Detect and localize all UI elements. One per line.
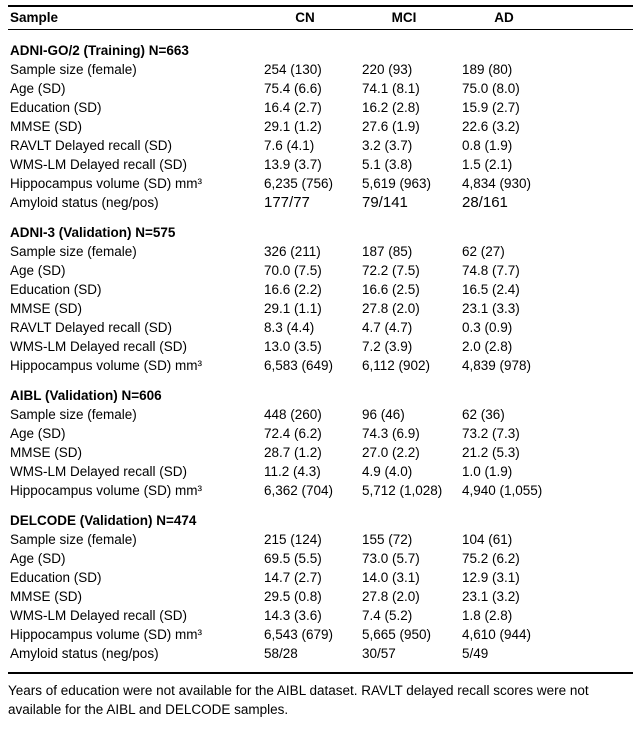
row-value: 22.6 (3.2) xyxy=(462,119,520,134)
row-value: 72.2 (7.5) xyxy=(362,263,420,278)
row-value: 70.0 (7.5) xyxy=(264,263,322,278)
row-label: Sample size (female) xyxy=(10,532,137,547)
row-value: 58/28 xyxy=(264,646,298,661)
table-row xyxy=(8,299,633,318)
row-value: 16.6 (2.5) xyxy=(362,282,420,297)
row-value: 21.2 (5.3) xyxy=(462,445,520,460)
row-label: Age (SD) xyxy=(10,426,66,441)
row-value: 4,940 (1,055) xyxy=(462,483,543,498)
row-value: 74.1 (8.1) xyxy=(362,81,420,96)
table-header-row xyxy=(8,7,633,30)
row-value: 13.0 (3.5) xyxy=(264,339,322,354)
row-value: 27.8 (2.0) xyxy=(362,301,420,316)
row-value: 220 (93) xyxy=(362,62,413,77)
table-row xyxy=(8,625,633,644)
row-value: 69.5 (5.5) xyxy=(264,551,322,566)
row-value: 254 (130) xyxy=(264,62,322,77)
row-value: 14.0 (3.1) xyxy=(362,570,420,585)
row-value: 155 (72) xyxy=(362,532,413,547)
row-value: 15.9 (2.7) xyxy=(462,100,520,115)
row-value: 13.9 (3.7) xyxy=(264,157,322,172)
table-row xyxy=(8,280,633,299)
table-row xyxy=(8,443,633,462)
row-value: 12.9 (3.1) xyxy=(462,570,520,585)
row-value: 5,665 (950) xyxy=(362,627,432,642)
row-value: 30/57 xyxy=(362,646,396,661)
row-value: 104 (61) xyxy=(462,532,513,547)
row-value: 74.8 (7.7) xyxy=(462,263,520,278)
table-row xyxy=(8,318,633,337)
row-value: 1.5 (2.1) xyxy=(462,157,513,172)
row-value: 29.1 (1.1) xyxy=(264,301,322,316)
table-row xyxy=(8,117,633,136)
row-value: 5.1 (3.8) xyxy=(362,157,413,172)
row-label: Hippocampus volume (SD) mm³ xyxy=(10,358,203,373)
table-row xyxy=(8,193,633,212)
table-row xyxy=(8,530,633,549)
column-header-sample: Sample xyxy=(10,10,59,25)
row-value: 29.5 (0.8) xyxy=(264,589,322,604)
table-row xyxy=(8,136,633,155)
row-value: 27.6 (1.9) xyxy=(362,119,420,134)
row-value: 28/161 xyxy=(462,194,508,211)
row-value: 62 (27) xyxy=(462,244,505,259)
table-footnote: Years of education were not available for the AIBL dataset. RAVLT delayed recall scores were not available for the AIBL and DELCODE samples. xyxy=(8,683,589,717)
row-value: 75.2 (6.2) xyxy=(462,551,520,566)
row-value: 0.3 (0.9) xyxy=(462,320,513,335)
row-value: 16.2 (2.8) xyxy=(362,100,420,115)
row-label: RAVLT Delayed recall (SD) xyxy=(10,138,173,153)
table-row xyxy=(8,79,633,98)
column-header-ad: AD xyxy=(494,10,514,25)
column-header-cn: CN xyxy=(295,10,315,25)
row-value: 23.1 (3.3) xyxy=(462,301,520,316)
row-label: Sample size (female) xyxy=(10,244,137,259)
row-label: Amyloid status (neg/pos) xyxy=(10,195,159,210)
row-label: Amyloid status (neg/pos) xyxy=(10,646,159,661)
row-value: 72.4 (6.2) xyxy=(264,426,322,441)
table-row xyxy=(8,587,633,606)
row-label: Education (SD) xyxy=(10,282,102,297)
row-label: MMSE (SD) xyxy=(10,301,82,316)
row-value: 6,112 (902) xyxy=(362,358,431,373)
row-label: Sample size (female) xyxy=(10,407,137,422)
row-value: 75.4 (6.6) xyxy=(264,81,322,96)
row-value: 7.2 (3.9) xyxy=(362,339,413,354)
row-value: 0.8 (1.9) xyxy=(462,138,513,153)
row-label: Hippocampus volume (SD) mm³ xyxy=(10,627,203,642)
table-row xyxy=(8,606,633,625)
section-title: DELCODE (Validation) N=474 xyxy=(10,513,197,528)
row-value: 29.1 (1.2) xyxy=(264,119,322,134)
table-row xyxy=(8,481,633,500)
row-value: 73.0 (5.7) xyxy=(362,551,420,566)
table-row xyxy=(8,242,633,261)
row-label: Age (SD) xyxy=(10,551,66,566)
row-value: 11.2 (4.3) xyxy=(264,464,321,479)
row-value: 2.0 (2.8) xyxy=(462,339,513,354)
row-label: WMS-LM Delayed recall (SD) xyxy=(10,464,188,479)
row-value: 62 (36) xyxy=(462,407,505,422)
row-value: 23.1 (3.2) xyxy=(462,589,520,604)
row-value: 27.8 (2.0) xyxy=(362,589,420,604)
row-value: 6,235 (756) xyxy=(264,176,334,191)
row-label: MMSE (SD) xyxy=(10,445,82,460)
row-label: WMS-LM Delayed recall (SD) xyxy=(10,157,188,172)
table-row xyxy=(8,424,633,443)
row-value: 4.7 (4.7) xyxy=(362,320,413,335)
row-label: MMSE (SD) xyxy=(10,589,82,604)
row-value: 5,712 (1,028) xyxy=(362,483,443,498)
row-label: Education (SD) xyxy=(10,100,102,115)
row-value: 4,610 (944) xyxy=(462,627,532,642)
row-label: Education (SD) xyxy=(10,570,102,585)
table-section xyxy=(8,511,633,663)
row-label: WMS-LM Delayed recall (SD) xyxy=(10,608,188,623)
table-row xyxy=(8,405,633,424)
row-value: 7.6 (4.1) xyxy=(264,138,315,153)
table-row xyxy=(8,462,633,481)
table-section xyxy=(8,223,633,375)
row-value: 187 (85) xyxy=(362,244,413,259)
table-row xyxy=(8,549,633,568)
section-title: ADNI-GO/2 (Training) N=663 xyxy=(10,43,189,58)
row-value: 6,543 (679) xyxy=(264,627,334,642)
row-label: Sample size (female) xyxy=(10,62,137,77)
row-value: 5/49 xyxy=(462,646,489,661)
row-value: 4,839 (978) xyxy=(462,358,532,373)
row-value: 16.4 (2.7) xyxy=(264,100,322,115)
table-row xyxy=(8,98,633,117)
table-body xyxy=(8,41,633,663)
table-row xyxy=(8,60,633,79)
row-value: 7.4 (5.2) xyxy=(362,608,413,623)
table-row xyxy=(8,356,633,375)
table-row xyxy=(8,644,633,663)
row-label: WMS-LM Delayed recall (SD) xyxy=(10,339,188,354)
row-value: 16.5 (2.4) xyxy=(462,282,520,297)
sample-characteristics-table xyxy=(8,5,633,674)
section-title: AIBL (Validation) N=606 xyxy=(10,388,162,403)
row-value: 6,362 (704) xyxy=(264,483,334,498)
row-value: 6,583 (649) xyxy=(264,358,334,373)
row-value: 3.2 (3.7) xyxy=(362,138,413,153)
row-value: 215 (124) xyxy=(264,532,322,547)
row-value: 4.9 (4.0) xyxy=(362,464,413,479)
table-row xyxy=(8,174,633,193)
row-value: 28.7 (1.2) xyxy=(264,445,322,460)
row-value: 14.3 (3.6) xyxy=(264,608,322,623)
bottom-rule xyxy=(8,672,633,674)
row-label: Age (SD) xyxy=(10,263,66,278)
row-value: 73.2 (7.3) xyxy=(462,426,520,441)
row-value: 177/77 xyxy=(264,194,310,211)
section-title: ADNI-3 (Validation) N=575 xyxy=(10,225,176,240)
row-value: 16.6 (2.2) xyxy=(264,282,322,297)
row-label: Hippocampus volume (SD) mm³ xyxy=(10,176,203,191)
table-row xyxy=(8,568,633,587)
row-value: 79/141 xyxy=(362,194,408,211)
row-value: 189 (80) xyxy=(462,62,513,77)
row-value: 1.0 (1.9) xyxy=(462,464,513,479)
row-value: 8.3 (4.4) xyxy=(264,320,315,335)
row-value: 1.8 (2.8) xyxy=(462,608,513,623)
row-value: 5,619 (963) xyxy=(362,176,432,191)
row-value: 96 (46) xyxy=(362,407,405,422)
table-row xyxy=(8,337,633,356)
row-value: 448 (260) xyxy=(264,407,322,422)
row-label: RAVLT Delayed recall (SD) xyxy=(10,320,173,335)
row-value: 27.0 (2.2) xyxy=(362,445,420,460)
table-row xyxy=(8,261,633,280)
table-section xyxy=(8,41,633,212)
row-value: 74.3 (6.9) xyxy=(362,426,420,441)
row-label: MMSE (SD) xyxy=(10,119,82,134)
column-header-mci: MCI xyxy=(391,10,417,25)
row-value: 75.0 (8.0) xyxy=(462,81,520,96)
table-row xyxy=(8,155,633,174)
row-label: Hippocampus volume (SD) mm³ xyxy=(10,483,203,498)
row-label: Age (SD) xyxy=(10,81,66,96)
row-value: 14.7 (2.7) xyxy=(264,570,322,585)
row-value: 4,834 (930) xyxy=(462,176,532,191)
table-section xyxy=(8,386,633,500)
row-value: 326 (211) xyxy=(264,244,321,259)
